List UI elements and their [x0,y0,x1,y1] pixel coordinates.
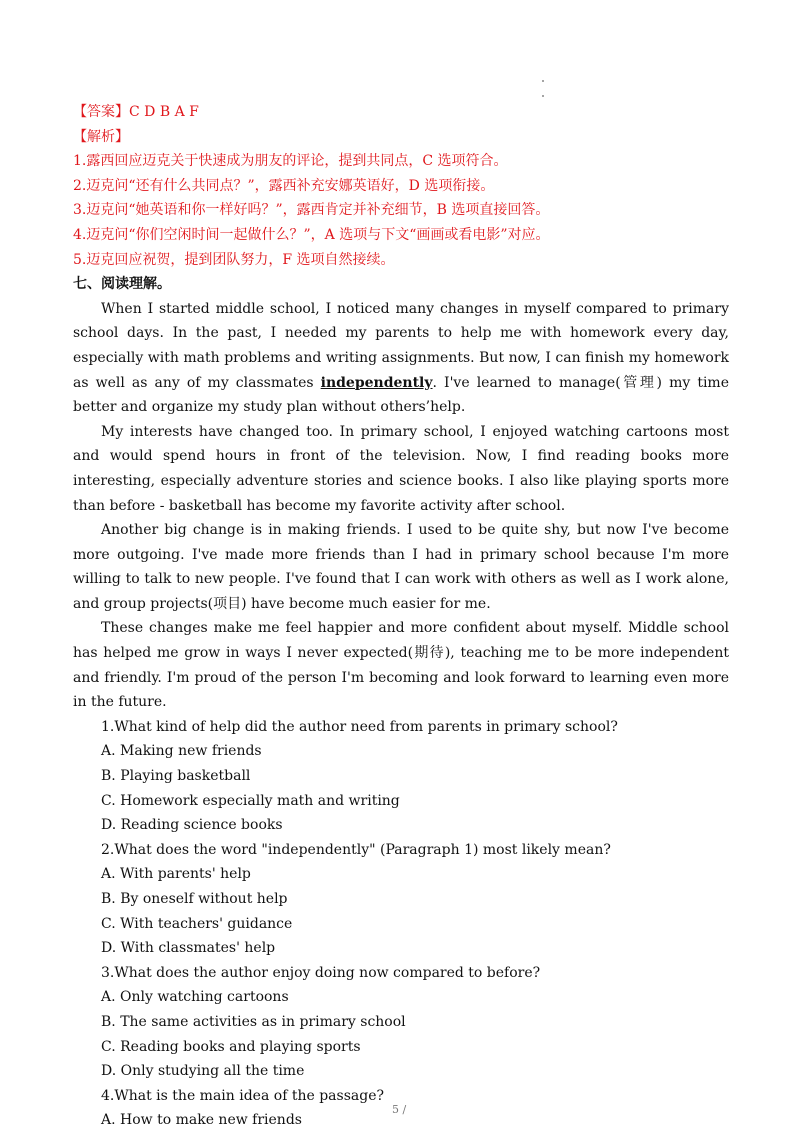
question-option: D. Only studying all the time [101,1063,305,1080]
question-option: C. Reading books and playing sports [101,1038,361,1055]
passage-paragraph-2: My interests have changed too. In primary school, I enjoyed watching cartoons most and would spend hours in front of the television. Now, I find reading books more interesting, especially adventure stories and science books. I also like playing sports more than before - basketball has become my favorite activity after school. [73,423,729,514]
question-stem: 2.What does the word "independently" (Paragraph 1) most likely mean? [101,841,611,858]
answer-value: C D B A F [129,104,199,120]
analysis-label: 【解析】 [73,128,129,145]
analysis-item: 3.迈克问“她英语和你一样好吗？”，露西肯定并补充细节，B 选项直接回答。 [73,202,550,219]
question-stem: 1.What kind of help did the author need from parents in primary school? [101,718,618,735]
scan-dot [542,80,544,82]
analysis-item: 1.露西回应迈克关于快速成为朋友的评论，提到共同点，C 选项符合。 [73,153,508,170]
question-option: A. How to make new friends [101,1112,302,1129]
question-option: B. By oneself without help [101,891,288,907]
question-option: A. With parents' help [101,866,251,883]
paragraph-text: When I started middle school, I noticed many changes in myself compared to primary school days. In the past, I needed my parents to help me with homework every day, especially with math problems and writing assignments. But now, I can finish my homework as well as any of my classmates [73,300,729,391]
answer-label: 【答案】 [73,104,129,120]
question-option: A. Only watching cartoons [101,989,289,1006]
paragraph-text: . I've learned to manage(管理) my time better and organize my study plan without others’help. [73,374,729,416]
analysis-item: 4.迈克问“你们空闲时间一起做什么？”，A 选项与下文“画画或看电影”对应。 [73,226,550,243]
passage-paragraph-3: Another big change is in making friends. I used to be quite shy, but now I've become more outgoing. I've made more friends than I had in primary school because I'm more willing to talk to new people. I've found that I can work with others as well as I work alone, and group projects(项目) have become much easier for me. [73,522,729,612]
analysis-item: 2.迈克问“还有什么共同点？”，露西补充安娜英语好，D 选项衔接。 [73,177,495,194]
page-number: 5 / [392,1103,407,1116]
keyword-independently: independently [320,374,433,391]
scan-dot [542,95,544,97]
question-option: A. Making new friends [101,743,262,760]
question-option: C. Homework especially math and writing [101,792,400,809]
question-stem: 4.What is the main idea of the passage? [101,1087,384,1104]
question-option: D. Reading science books [101,817,283,834]
question-option: C. With teachers' guidance [101,915,293,932]
passage-paragraph-4: These changes make me feel happier and more confident about myself. Middle school has helped me grow in ways I never expected(期待), teaching me to be more independent and friendly. I'm proud of the person I'm becoming and look forward to learning even more in the future. [73,620,729,711]
section-title: 七、阅读理解。 [73,276,171,293]
question-option: D. With classmates' help [101,940,276,957]
answer-line [73,100,729,125]
passage-paragraph-1 [73,297,729,420]
analysis-item: 5.迈克回应祝贺，提到团队努力，F 选项自然接续。 [73,251,395,268]
question-option: B. Playing basketball [101,768,251,785]
question-option: B. The same activities as in primary school [101,1013,406,1030]
document-page [73,100,729,1133]
question-stem: 3.What does the author enjoy doing now compared to before? [101,964,541,981]
